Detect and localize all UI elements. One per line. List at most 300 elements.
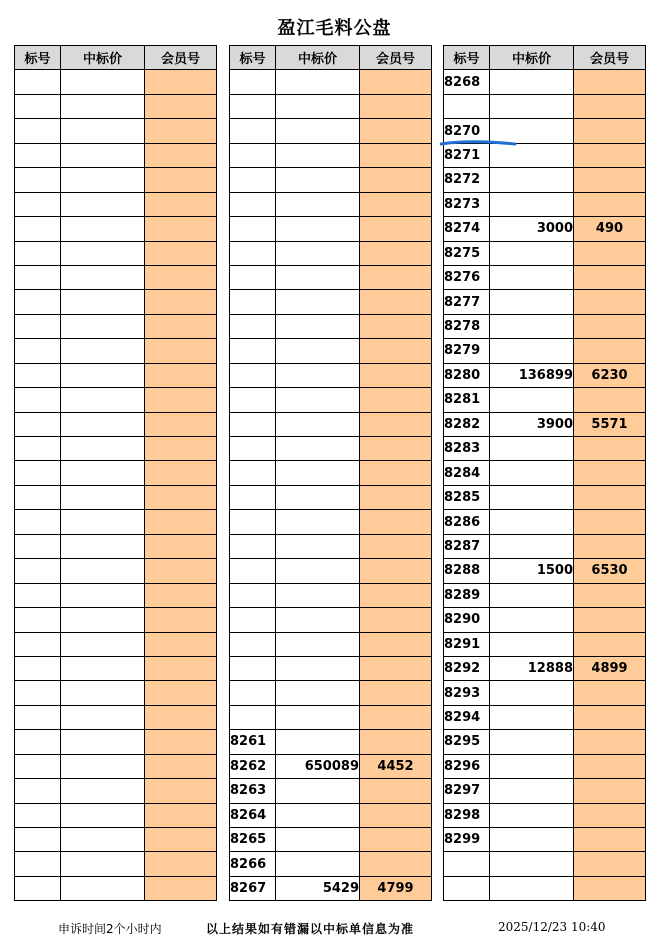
member-number-cell — [145, 681, 217, 705]
member-number-cell — [360, 583, 432, 607]
winning-price-cell — [490, 583, 574, 607]
winning-price-cell — [276, 363, 360, 387]
winning-price-cell — [276, 70, 360, 94]
table-row — [230, 290, 432, 314]
table-row — [15, 510, 217, 534]
table-row — [444, 510, 646, 534]
table-row — [230, 192, 432, 216]
member-number-cell — [360, 803, 432, 827]
winning-price-cell — [61, 168, 145, 192]
lot-number-cell: 8278 — [444, 314, 490, 338]
member-number-cell — [145, 485, 217, 509]
winning-price-cell — [276, 803, 360, 827]
lot-number-cell — [444, 94, 490, 118]
winning-price-cell — [61, 828, 145, 852]
winning-price-cell — [490, 437, 574, 461]
lot-number-cell — [15, 852, 61, 876]
member-number-cell — [574, 241, 646, 265]
member-number-cell: 490 — [574, 217, 646, 241]
winning-price-cell — [276, 290, 360, 314]
member-number-cell — [360, 339, 432, 363]
member-number-cell — [360, 510, 432, 534]
header-row — [15, 46, 217, 70]
member-number-cell — [360, 168, 432, 192]
table-row — [15, 339, 217, 363]
winning-price-cell — [490, 828, 574, 852]
member-number-cell — [360, 730, 432, 754]
winning-price-cell — [490, 192, 574, 216]
member-number-cell — [574, 94, 646, 118]
table-row — [15, 559, 217, 583]
member-number-cell — [145, 559, 217, 583]
table-row — [15, 217, 217, 241]
table-row — [444, 852, 646, 876]
winning-price-cell — [276, 681, 360, 705]
lot-number-cell — [230, 485, 276, 509]
member-number-cell — [145, 265, 217, 289]
lot-number-cell: 8282 — [444, 412, 490, 436]
lot-number-cell — [15, 290, 61, 314]
winning-price-cell — [276, 192, 360, 216]
member-number-cell — [360, 143, 432, 167]
lot-number-cell: 8268 — [444, 70, 490, 94]
lot-number-cell — [230, 363, 276, 387]
member-number-cell — [574, 730, 646, 754]
lot-number-cell — [230, 241, 276, 265]
lot-number-cell — [15, 608, 61, 632]
winning-price-cell — [61, 803, 145, 827]
lot-number-cell — [230, 192, 276, 216]
member-number-cell — [360, 705, 432, 729]
table-row — [15, 583, 217, 607]
lot-number-cell: 8274 — [444, 217, 490, 241]
table-row — [444, 779, 646, 803]
header-winning-price: 中标价 — [276, 46, 360, 70]
winning-price-cell — [61, 705, 145, 729]
member-number-cell — [145, 217, 217, 241]
table-row — [230, 510, 432, 534]
table-row — [444, 461, 646, 485]
lot-number-cell — [230, 510, 276, 534]
table-row — [444, 583, 646, 607]
lot-number-cell — [15, 241, 61, 265]
winning-price-cell — [490, 608, 574, 632]
winning-price-cell — [61, 583, 145, 607]
lot-number-cell: 8291 — [444, 632, 490, 656]
winning-price-cell — [61, 241, 145, 265]
winning-price-cell — [276, 608, 360, 632]
table-row — [444, 730, 646, 754]
lot-number-cell: 8293 — [444, 681, 490, 705]
header-lot-number: 标号 — [230, 46, 276, 70]
table-row — [15, 290, 217, 314]
winning-price-cell — [276, 730, 360, 754]
table-row — [444, 265, 646, 289]
lot-number-cell — [15, 485, 61, 509]
winning-price-cell — [490, 803, 574, 827]
table-row — [230, 265, 432, 289]
table-row — [444, 339, 646, 363]
lot-number-cell: 8265 — [230, 828, 276, 852]
table-row — [230, 70, 432, 94]
lot-number-cell — [230, 412, 276, 436]
table-row — [15, 730, 217, 754]
lot-number-cell: 8264 — [230, 803, 276, 827]
member-number-cell — [574, 119, 646, 143]
winning-price-cell — [61, 461, 145, 485]
lot-number-cell — [15, 730, 61, 754]
winning-price-cell: 5429 — [276, 876, 360, 900]
table-row — [444, 803, 646, 827]
winning-price-cell — [276, 534, 360, 558]
member-number-cell — [145, 461, 217, 485]
winning-price-cell — [61, 70, 145, 94]
member-number-cell — [360, 608, 432, 632]
table-row — [15, 876, 217, 900]
table-row — [15, 656, 217, 680]
member-number-cell — [145, 608, 217, 632]
winning-price-cell — [61, 534, 145, 558]
member-number-cell — [574, 70, 646, 94]
member-number-cell — [145, 363, 217, 387]
winning-price-cell — [61, 656, 145, 680]
table-row — [15, 363, 217, 387]
member-number-cell — [145, 656, 217, 680]
table-row — [15, 412, 217, 436]
lot-number-cell: 8280 — [444, 363, 490, 387]
lot-number-cell — [15, 510, 61, 534]
winning-price-cell — [490, 705, 574, 729]
winning-price-cell — [276, 339, 360, 363]
lot-number-cell: 8287 — [444, 534, 490, 558]
lot-number-cell: 8292 — [444, 656, 490, 680]
lot-number-cell — [15, 828, 61, 852]
table-row — [230, 412, 432, 436]
winning-price-cell — [490, 681, 574, 705]
table-row — [444, 412, 646, 436]
winning-price-cell — [61, 876, 145, 900]
table-row — [15, 681, 217, 705]
member-number-cell — [145, 730, 217, 754]
lot-number-cell: 8284 — [444, 461, 490, 485]
table-row — [15, 461, 217, 485]
table-row — [230, 754, 432, 778]
table-row — [15, 143, 217, 167]
member-number-cell — [574, 265, 646, 289]
winning-price-cell — [276, 828, 360, 852]
member-number-cell — [145, 241, 217, 265]
member-number-cell — [145, 852, 217, 876]
member-number-cell — [574, 754, 646, 778]
member-number-cell — [360, 388, 432, 412]
table-row — [15, 70, 217, 94]
winning-price-cell — [276, 583, 360, 607]
winning-price-cell — [276, 852, 360, 876]
member-number-cell — [145, 94, 217, 118]
member-number-cell — [574, 192, 646, 216]
winning-price-cell — [490, 852, 574, 876]
winning-price-cell — [490, 290, 574, 314]
member-number-cell — [574, 485, 646, 509]
lot-number-cell — [444, 876, 490, 900]
member-number-cell — [145, 632, 217, 656]
lot-number-cell: 8285 — [444, 485, 490, 509]
table-row — [15, 192, 217, 216]
lot-number-cell: 8272 — [444, 168, 490, 192]
lot-number-cell — [230, 314, 276, 338]
winning-price-cell — [276, 314, 360, 338]
table-row — [230, 803, 432, 827]
member-number-cell — [145, 290, 217, 314]
table-row — [444, 437, 646, 461]
table-row — [15, 705, 217, 729]
header-row — [444, 46, 646, 70]
table-row — [230, 363, 432, 387]
winning-price-cell — [490, 485, 574, 509]
lot-number-cell: 8298 — [444, 803, 490, 827]
table-row — [444, 876, 646, 900]
lot-number-cell — [15, 803, 61, 827]
member-number-cell — [360, 828, 432, 852]
table-row — [230, 730, 432, 754]
lot-number-cell — [15, 412, 61, 436]
lot-number-cell — [15, 339, 61, 363]
lot-number-cell — [15, 314, 61, 338]
member-number-cell — [574, 339, 646, 363]
table-row — [444, 388, 646, 412]
winning-price-cell — [490, 730, 574, 754]
winning-price-cell — [276, 94, 360, 118]
header-winning-price: 中标价 — [490, 46, 574, 70]
winning-price-cell — [61, 852, 145, 876]
lot-number-cell — [15, 217, 61, 241]
table-row — [230, 559, 432, 583]
header-winning-price: 中标价 — [61, 46, 145, 70]
table-row — [230, 119, 432, 143]
lot-number-cell — [230, 119, 276, 143]
table-row — [230, 852, 432, 876]
table-row — [15, 485, 217, 509]
member-number-cell — [574, 828, 646, 852]
winning-price-cell — [61, 632, 145, 656]
header-lot-number: 标号 — [15, 46, 61, 70]
winning-price-cell: 3900 — [490, 412, 574, 436]
winning-price-cell: 136899 — [490, 363, 574, 387]
winning-price-cell — [276, 461, 360, 485]
member-number-cell — [145, 168, 217, 192]
member-number-cell: 4452 — [360, 754, 432, 778]
table-row — [444, 608, 646, 632]
winning-price-cell — [61, 265, 145, 289]
winning-price-cell — [490, 632, 574, 656]
lot-number-cell: 8281 — [444, 388, 490, 412]
member-number-cell — [360, 681, 432, 705]
member-number-cell — [360, 94, 432, 118]
member-number-cell — [360, 192, 432, 216]
table-row — [230, 632, 432, 656]
table-row — [15, 388, 217, 412]
lot-number-cell — [15, 583, 61, 607]
winning-price-cell — [490, 461, 574, 485]
table-row — [230, 485, 432, 509]
winning-price-cell — [61, 314, 145, 338]
member-number-cell — [574, 705, 646, 729]
lot-number-cell — [15, 168, 61, 192]
member-number-cell — [574, 388, 646, 412]
winning-price-cell — [61, 119, 145, 143]
winning-price-cell — [61, 388, 145, 412]
table-row — [230, 143, 432, 167]
winning-price-cell — [276, 705, 360, 729]
table-row — [230, 388, 432, 412]
table-row — [230, 314, 432, 338]
lot-number-cell — [230, 217, 276, 241]
winning-price-cell — [490, 168, 574, 192]
table-row — [230, 217, 432, 241]
winning-price-cell — [61, 510, 145, 534]
member-number-cell: 5571 — [574, 412, 646, 436]
member-number-cell — [574, 437, 646, 461]
winning-price-cell — [61, 779, 145, 803]
winning-price-cell — [276, 779, 360, 803]
table-row — [444, 681, 646, 705]
lot-number-cell: 8279 — [444, 339, 490, 363]
lot-number-cell — [230, 339, 276, 363]
lot-number-cell — [230, 656, 276, 680]
winning-price-cell — [276, 241, 360, 265]
member-number-cell — [145, 510, 217, 534]
member-number-cell — [145, 754, 217, 778]
lot-number-cell — [15, 437, 61, 461]
lot-number-cell — [15, 192, 61, 216]
table-row — [230, 461, 432, 485]
lot-number-cell — [230, 461, 276, 485]
table-row — [444, 290, 646, 314]
lot-number-cell — [230, 168, 276, 192]
member-number-cell — [145, 803, 217, 827]
member-number-cell — [574, 681, 646, 705]
member-number-cell — [145, 143, 217, 167]
member-number-cell — [145, 388, 217, 412]
table-row — [444, 656, 646, 680]
winning-price-cell — [276, 143, 360, 167]
lot-number-cell — [230, 388, 276, 412]
member-number-cell — [145, 705, 217, 729]
winning-price-cell — [61, 290, 145, 314]
winning-price-cell — [490, 754, 574, 778]
winning-price-cell — [61, 754, 145, 778]
member-number-cell — [574, 852, 646, 876]
member-number-cell — [145, 437, 217, 461]
table-row — [230, 437, 432, 461]
winning-price-cell — [490, 70, 574, 94]
lot-number-cell: 8288 — [444, 559, 490, 583]
table-row — [230, 583, 432, 607]
table-row — [444, 168, 646, 192]
appeal-time-note: 申诉时间2个小时内 — [58, 922, 162, 936]
winning-price-cell — [490, 314, 574, 338]
table-row — [444, 192, 646, 216]
member-number-cell — [360, 632, 432, 656]
lot-number-cell — [230, 437, 276, 461]
member-number-cell — [360, 534, 432, 558]
lot-number-cell — [15, 705, 61, 729]
member-number-cell — [360, 290, 432, 314]
winning-price-cell — [61, 217, 145, 241]
lot-number-cell: 8273 — [444, 192, 490, 216]
table-row — [15, 754, 217, 778]
lot-number-cell — [15, 754, 61, 778]
table-row — [230, 534, 432, 558]
member-number-cell — [360, 241, 432, 265]
table-row — [15, 534, 217, 558]
lot-number-cell: 8270 — [444, 119, 490, 143]
lot-number-cell — [15, 363, 61, 387]
lot-number-cell: 8277 — [444, 290, 490, 314]
member-number-cell — [574, 583, 646, 607]
lot-number-cell: 8296 — [444, 754, 490, 778]
member-number-cell: 6530 — [574, 559, 646, 583]
table-row — [444, 632, 646, 656]
member-number-cell — [145, 876, 217, 900]
lot-number-cell — [15, 656, 61, 680]
member-number-cell — [145, 314, 217, 338]
winning-price-cell — [490, 534, 574, 558]
winning-price-cell — [61, 559, 145, 583]
winning-price-cell — [276, 559, 360, 583]
winning-price-cell — [490, 779, 574, 803]
member-number-cell — [360, 314, 432, 338]
member-number-cell — [574, 143, 646, 167]
lot-number-cell — [15, 388, 61, 412]
table-row — [444, 241, 646, 265]
member-number-cell — [574, 168, 646, 192]
table-row — [444, 70, 646, 94]
winning-price-cell — [490, 876, 574, 900]
lot-number-cell — [230, 265, 276, 289]
member-number-cell — [145, 70, 217, 94]
winning-price-cell — [276, 168, 360, 192]
winning-price-cell: 3000 — [490, 217, 574, 241]
winning-price-cell — [61, 363, 145, 387]
member-number-cell — [145, 534, 217, 558]
member-number-cell — [145, 583, 217, 607]
lot-number-cell — [15, 94, 61, 118]
lot-number-cell: 8262 — [230, 754, 276, 778]
header-member-number: 会员号 — [360, 46, 432, 70]
header-member-number: 会员号 — [574, 46, 646, 70]
table-row — [230, 656, 432, 680]
winning-price-cell — [490, 94, 574, 118]
lot-number-cell — [230, 632, 276, 656]
table-row — [15, 803, 217, 827]
member-number-cell — [574, 608, 646, 632]
lot-number-cell: 8295 — [444, 730, 490, 754]
table-row — [230, 876, 432, 900]
member-number-cell — [574, 290, 646, 314]
lot-number-cell: 8290 — [444, 608, 490, 632]
lot-number-cell: 8297 — [444, 779, 490, 803]
member-number-cell — [574, 876, 646, 900]
member-number-cell — [360, 437, 432, 461]
winning-price-cell — [61, 143, 145, 167]
table-row — [15, 779, 217, 803]
page-title: 盈江毛料公盘 — [277, 18, 392, 39]
lot-number-cell — [15, 876, 61, 900]
member-number-cell — [145, 828, 217, 852]
lot-number-cell — [230, 534, 276, 558]
lot-number-cell — [15, 143, 61, 167]
